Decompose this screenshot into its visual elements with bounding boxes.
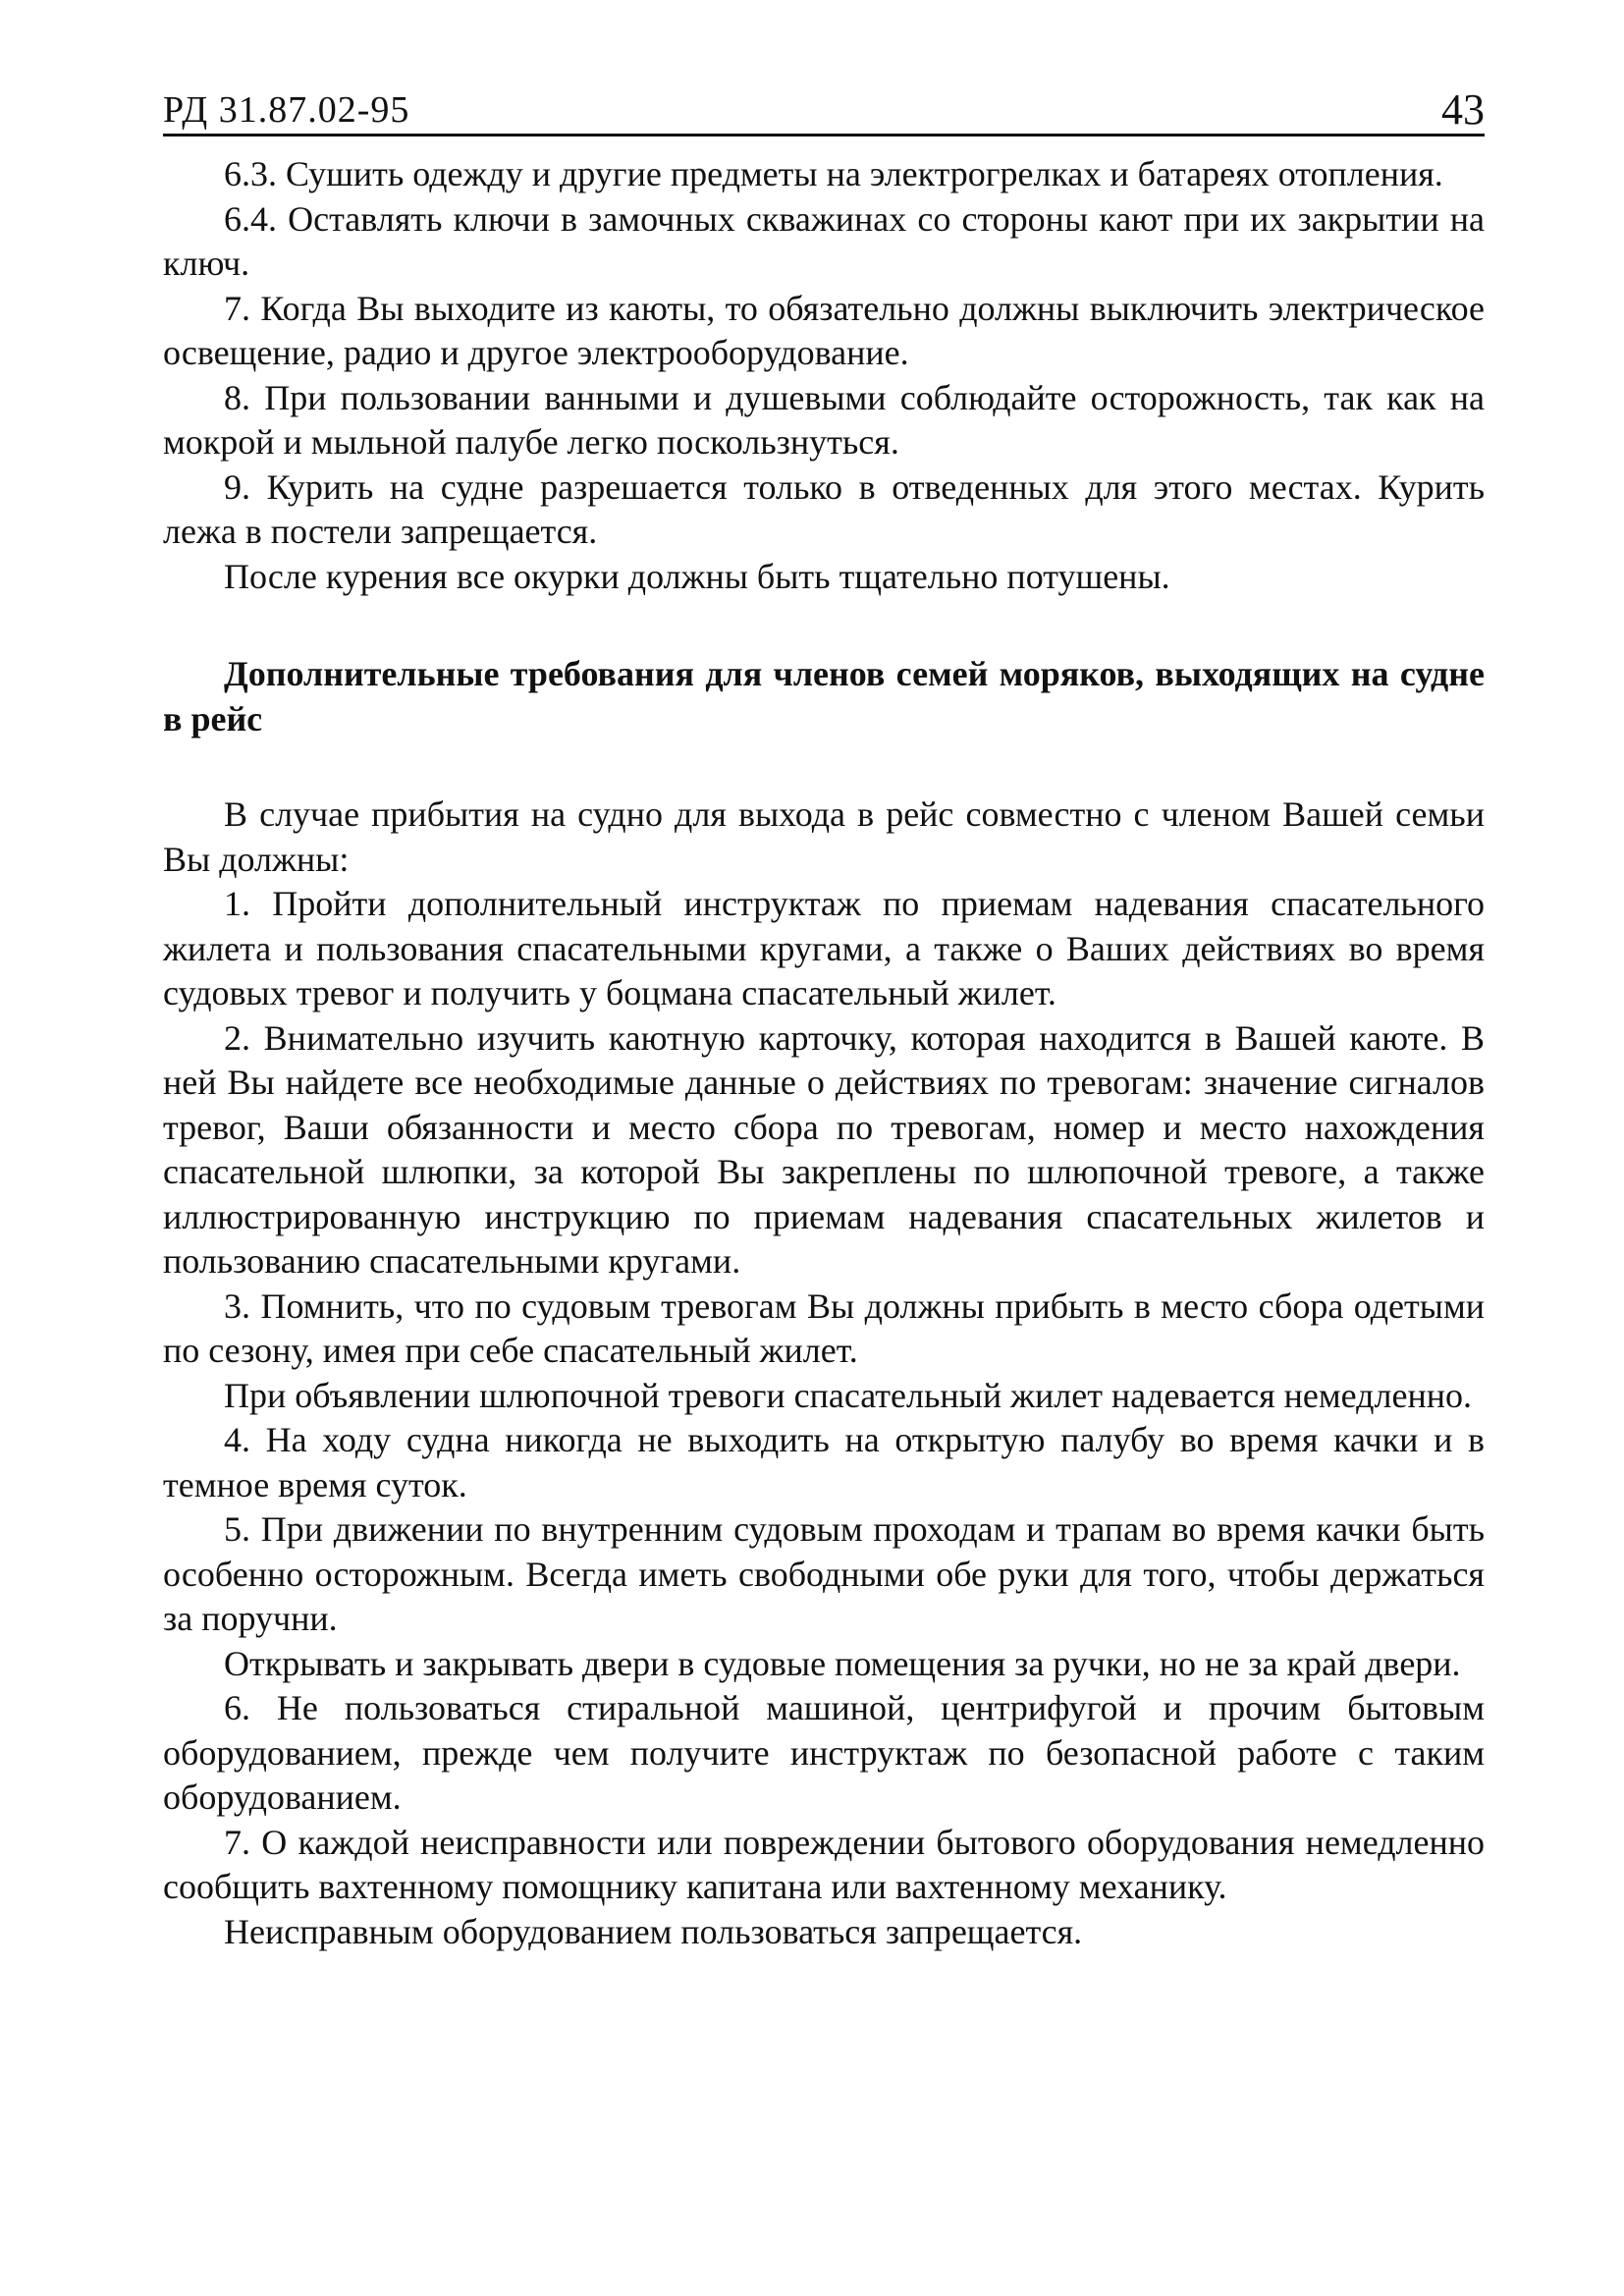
- paragraph: 6. Не пользоваться стиральной машиной, центрифугой и прочим бытовым оборудованием, прежде чем получите инструктаж по безопасной работе с таким оборудованием.: [163, 1688, 1485, 1817]
- paragraph: При объявлении шлюпочной тревоги спасательный жилет надевается немедленно.: [224, 1375, 1472, 1415]
- paragraph: Неисправным оборудованием пользоваться запрещается.: [224, 1911, 1083, 1951]
- document-page: [163, 71, 1485, 1954]
- paragraph: В случае прибытия на судно для выхода в рейс совместно с членом Вашей семьи Вы должны:: [163, 794, 1485, 879]
- section-heading: Дополнительные требования для членов семей моряков, выходящих на судне в рейс: [163, 654, 1485, 738]
- paragraph: 8. При пользовании ванными и душевыми соблюдайте осторожность, так как на мокрой и мыльной палубе легко поскользнуться.: [163, 377, 1485, 462]
- paragraph: 2. Внимательно изучить каютную карточку, которая находится в Вашей каюте. В ней Вы найдете все необходимые данные о действиях по тревогам: значение сигналов тревог, Ваши обязанности и место сбора по тревогам, номер и место нахождения спасательной шлюпки, за которой Вы закреплены по шлюпочной тревоге, а также иллюстрированную инструкцию по приемам надевания спасательных жилетов и пользованию спасательными кругами.: [163, 1017, 1485, 1281]
- paragraph: 7. О каждой неисправности или повреждении бытового оборудования немедленно сообщить вахтенному помощнику капитана или вахтенному механику.: [163, 1822, 1485, 1906]
- paragraph: 6.3. Сушить одежду и другие предметы на электрогрелках и батареях отопления.: [224, 154, 1443, 193]
- paragraph: 7. Когда Вы выходите из каюты, то обязательно должны выключить электрическое освещение, радио и другое электрооборудование.: [163, 288, 1485, 372]
- page-header: [163, 71, 1485, 137]
- paragraph: 1. Пройти дополнительный инструктаж по приемам надевания спасательного жилета и пользования спасательными кругами, а также о Ваших действиях во время судовых тревог и получить у боцмана спасательный жилет.: [163, 884, 1485, 1012]
- paragraph: 6.4. Оставлять ключи в замочных скважинах со стороны кают при их закрытии на ключ.: [163, 198, 1485, 283]
- paragraph: 3. Помнить, что по судовым тревогам Вы должны прибыть в место сбора одетыми по сезону, имея при себе спасательный жилет.: [163, 1285, 1485, 1370]
- paragraph: 4. На ходу судна никогда не выходить на открытую палубу во время качки и в темное время суток.: [163, 1420, 1485, 1504]
- paragraph: 9. Курить на судне разрешается только в отведенных для этого местах. Курить лежа в постели запрещается.: [163, 466, 1485, 551]
- document-code: РД 31.87.02-95: [163, 89, 410, 131]
- paragraph: 5. При движении по внутренним судовым проходам и трапам во время качки быть особенно осторожным. Всегда иметь свободными обе руки для того, чтобы держаться за поручни.: [163, 1509, 1485, 1638]
- paragraph: Открывать и закрывать двери в судовые помещения за ручки, но не за край двери.: [224, 1643, 1461, 1683]
- document-body: [163, 152, 1485, 1954]
- paragraph: После курения все окурки должны быть тщательно потушены.: [224, 556, 1170, 596]
- page-number: 43: [1441, 85, 1485, 134]
